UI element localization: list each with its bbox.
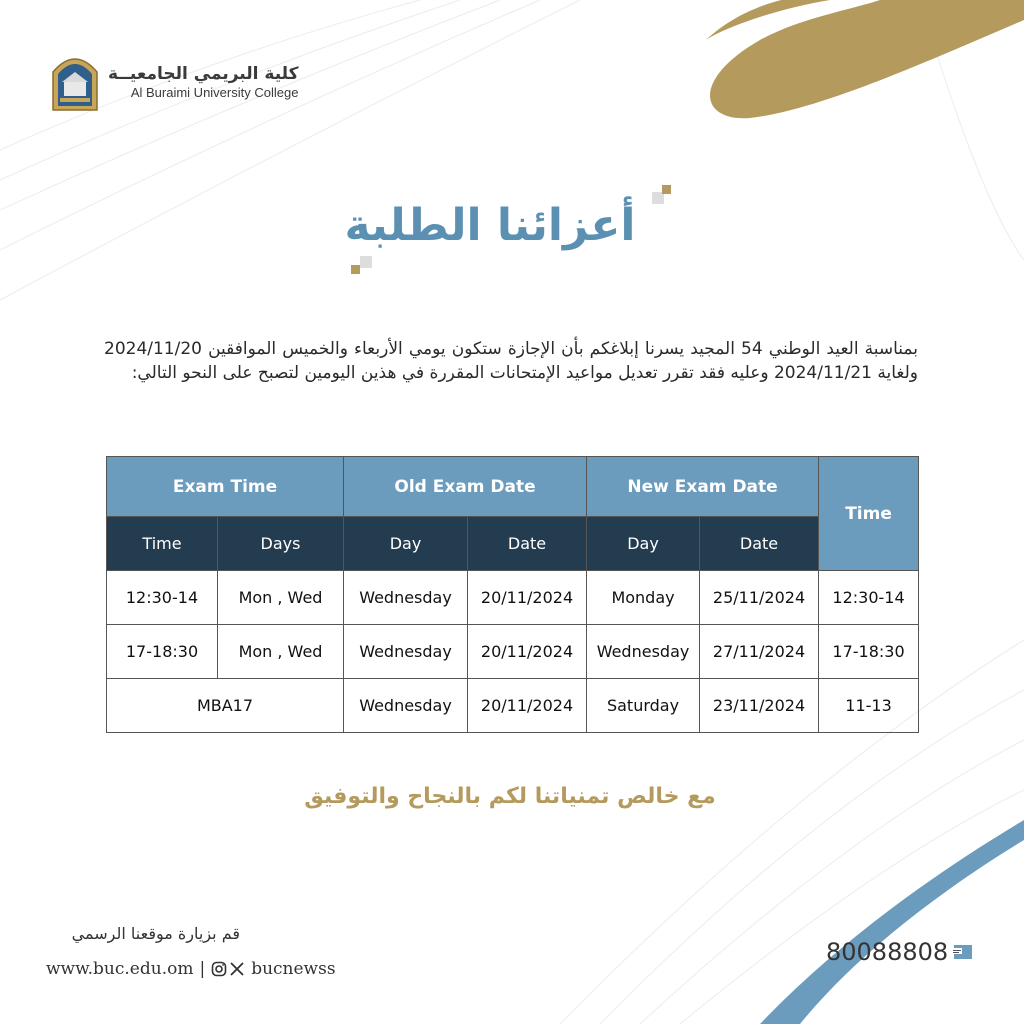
gold-swoosh [706,0,1024,118]
cell-old-date: 20/11/2024 [468,571,587,625]
announcement-text: بمناسبة العيد الوطني 54 المجيد يسرنا إبلاغكم بأن الإجازة ستكون يومي الأربعاء والخميس الموافقين 2024/11/20 ولغاية 2024/11/21 وعليه فقد تقرر تعديل مواعيد الإمتحانات المقررة في هذين اليومين لتصبح على النحو التالي: [104,339,918,383]
subheader-old-date: Date [468,517,587,571]
cell-exam-merged: MBA17 [107,679,344,733]
table-row [107,571,919,625]
cell-new-day: Monday [587,571,700,625]
cell-old-day: Wednesday [344,679,468,733]
visit-website-text: قم بزيارة موقعنا الرسمي [71,924,240,943]
instagram-icon[interactable] [211,961,227,977]
header-new-exam-date: New Exam Date [587,457,819,517]
decor-square [662,185,671,194]
college-emblem-icon [50,52,100,112]
footer-links [46,959,336,979]
cell-new-day: Saturday [587,679,700,733]
table-sub-header-row [107,517,919,571]
social-handle[interactable]: bucnewss [251,959,336,979]
table-row [107,679,919,733]
separator: | [199,959,206,979]
logo-arabic-name: كلية البريمي الجامعيــة [108,64,299,84]
subheader-new-date: Date [700,517,819,571]
cell-time: 12:30-14 [819,571,919,625]
cell-new-date: 27/11/2024 [700,625,819,679]
toll-free-icon [950,941,976,963]
cell-new-date: 23/11/2024 [700,679,819,733]
closing-wish: مع خالص تمنياتنا لكم بالنجاح والتوفيق [304,784,716,809]
exam-schedule-table [106,456,919,733]
logo-english-name: Al Buraimi University College [130,85,299,100]
cell-time: 17-18:30 [819,625,919,679]
subheader-new-day: Day [587,517,700,571]
table-group-header-row [107,457,919,517]
subheader-time: Time [107,517,218,571]
cell-new-date: 25/11/2024 [700,571,819,625]
college-logo [50,52,298,112]
cell-old-date: 20/11/2024 [468,679,587,733]
cell-exam-time: 17-18:30 [107,625,218,679]
header-old-exam-date: Old Exam Date [344,457,587,517]
subheader-old-day: Day [344,517,468,571]
x-twitter-icon[interactable] [229,961,245,977]
cell-exam-days: Mon , Wed [218,625,344,679]
cell-exam-days: Mon , Wed [218,571,344,625]
blue-swoosh [760,820,1024,1024]
social-icons [211,961,245,977]
cell-new-day: Wednesday [587,625,700,679]
phone-number[interactable]: 80088808 [826,938,949,966]
header-exam-time: Exam Time [107,457,344,517]
website-link[interactable]: www.buc.edu.om [46,959,194,979]
cell-time: 11-13 [819,679,919,733]
decor-square [351,265,360,274]
phone-number-block [826,938,976,966]
cell-exam-time: 12:30-14 [107,571,218,625]
page-title: أعزائنا الطلبة [344,200,636,251]
decor-square [360,256,372,268]
cell-old-day: Wednesday [344,571,468,625]
header-time: Time [819,457,919,571]
cell-old-date: 20/11/2024 [468,625,587,679]
cell-old-day: Wednesday [344,625,468,679]
table-row [107,625,919,679]
subheader-days: Days [218,517,344,571]
